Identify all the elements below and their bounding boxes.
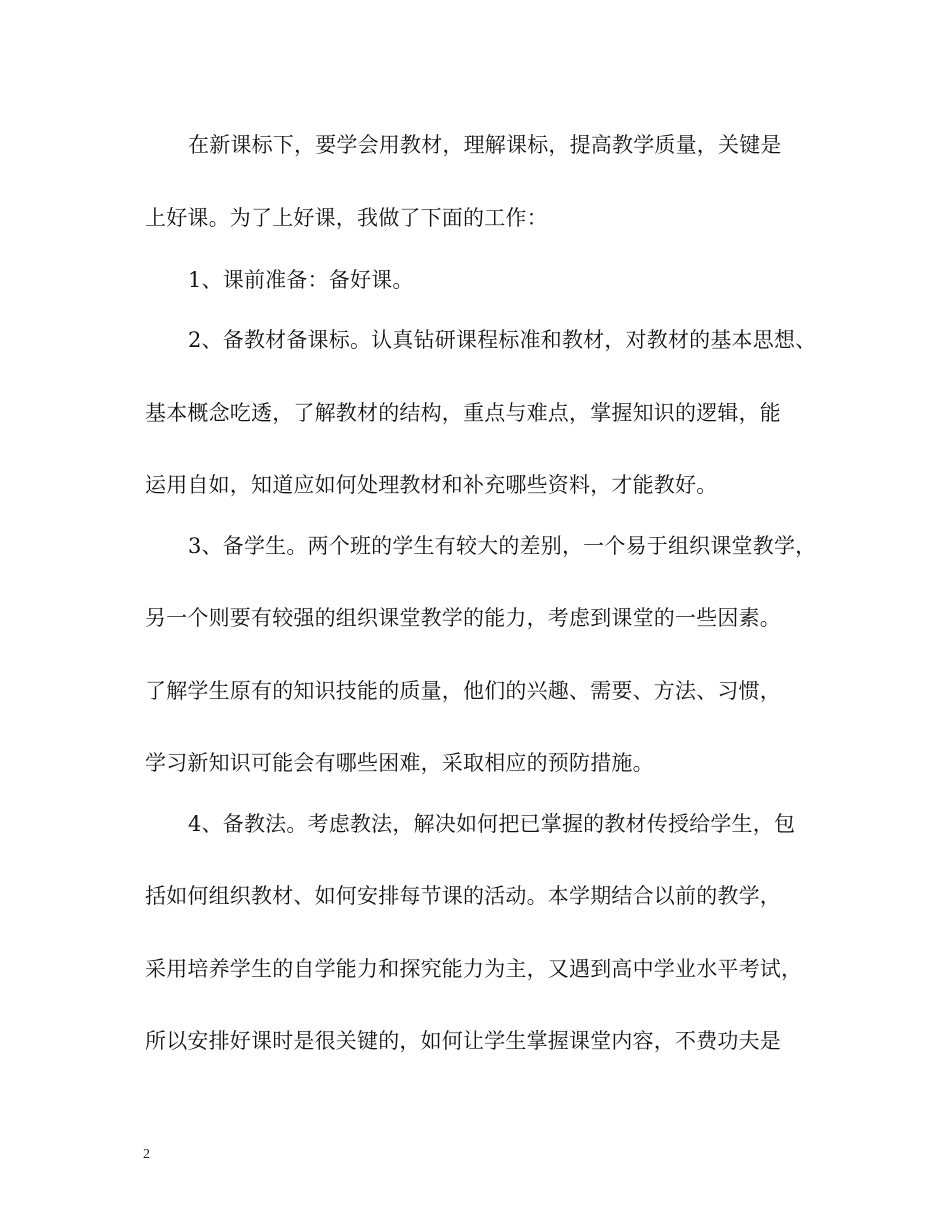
- text-line: 运用自如，知道应如何处理教材和补充哪些资料，才能教好。: [145, 473, 718, 497]
- text-line: 在新课标下，要学会用教材，理解课标，提高教学质量，关键是: [188, 133, 782, 157]
- text-line: 2、备教材备课标。认真钻研课程标准和教材，对教材的基本思想、: [188, 328, 817, 352]
- text-line: 另一个则要有较强的组织课堂教学的能力，考虑到课堂的一些因素。: [145, 606, 781, 630]
- text-line: 上好课。为了上好课，我做了下面的工作：: [145, 206, 548, 230]
- text-line: 3、备学生。两个班的学生有较大的差别，一个易于组织课堂教学，: [188, 534, 817, 558]
- text-line: 4、备教法。考虑教法，解决如何把已掌握的教材传授给学生，包: [188, 812, 796, 836]
- text-line: 括如何组织教材、如何安排每节课的活动。本学期结合以前的教学，: [145, 884, 781, 908]
- page-number: 2: [143, 1147, 150, 1162]
- text-line: 基本概念吃透，了解教材的结构，重点与难点，掌握知识的逻辑，能: [145, 401, 781, 425]
- text-line: 所以安排好课时是很关键的，如何让学生掌握课堂内容，不费功夫是: [145, 1029, 781, 1053]
- text-line: 1、课前准备：备好课。: [188, 268, 414, 292]
- text-line: 采用培养学生的自学能力和探究能力为主，又遇到高中学业水平考试，: [145, 957, 803, 981]
- text-line: 了解学生原有的知识技能的质量，他们的兴趣、需要、方法、习惯，: [145, 679, 781, 703]
- text-line: 学习新知识可能会有哪些困难，采取相应的预防措施。: [145, 751, 654, 775]
